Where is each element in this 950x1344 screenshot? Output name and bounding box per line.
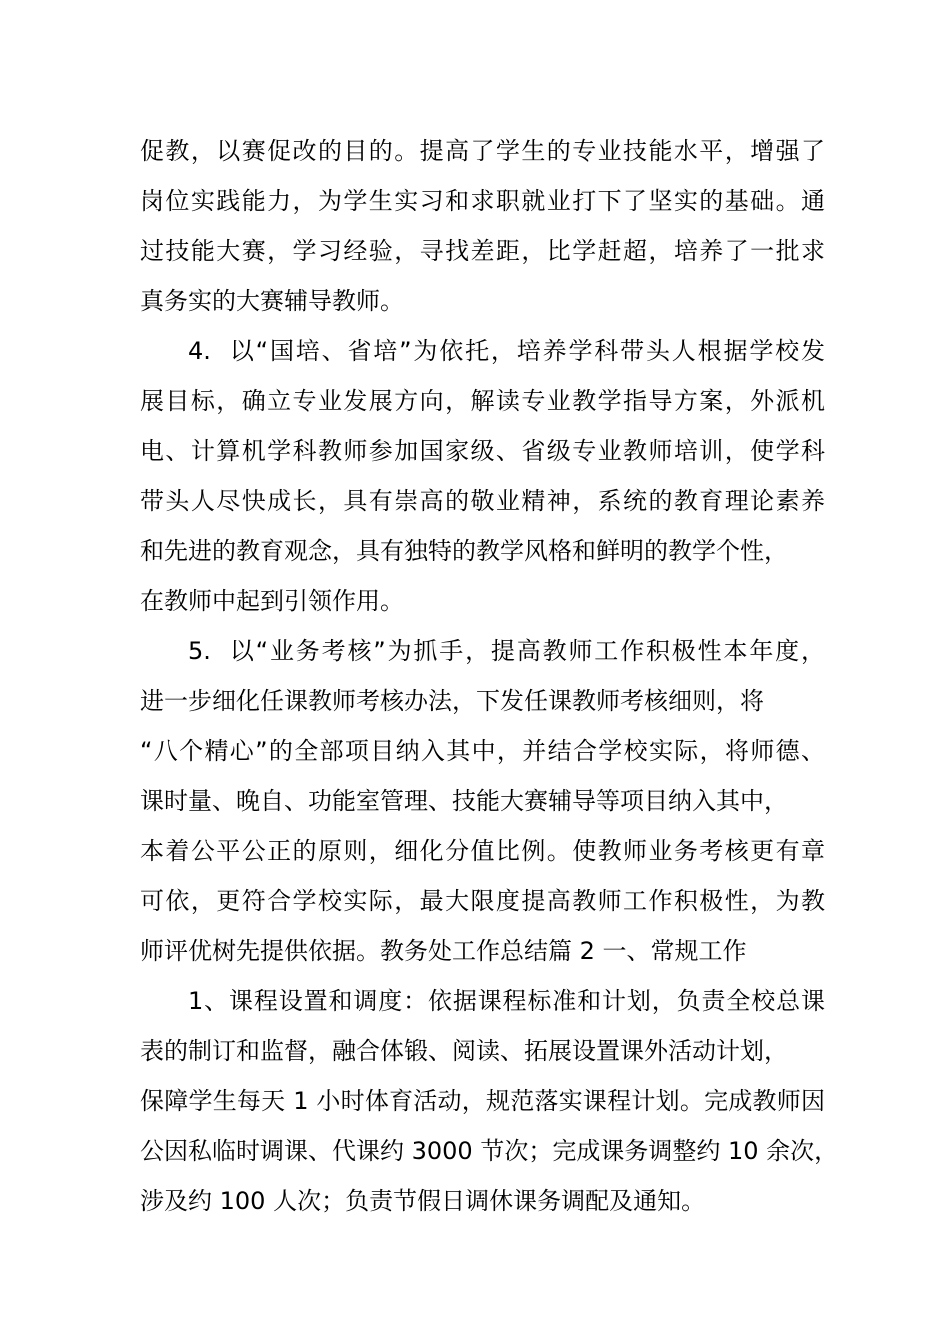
text-line: 促教，以赛促改的目的。提高了学生的专业技能水平，增强了 [140, 137, 825, 165]
paragraph-4-first-line: 4. 以“国培、省培”为依托，培养学科带头人根据学校发 [188, 337, 825, 365]
text-line: 课时量、晚自、功能室管理、技能大赛辅导等项目纳入其中， [140, 787, 788, 815]
paragraph-routine-first-line: 1、课程设置和调度：依据课程标准和计划，负责全校总课 [188, 987, 825, 1015]
text-line: 带头人尽快成长，具有崇高的敬业精神，系统的教育理论素养 [140, 487, 825, 515]
text-line: 师评优树先提供依据。教务处工作总结篇 2 一、常规工作 [140, 937, 747, 965]
text-line: 展目标，确立专业发展方向，解读专业教学指导方案，外派机 [140, 387, 825, 415]
text-line: 保障学生每天 1 小时体育活动，规范落实课程计划。完成教师因 [140, 1087, 825, 1115]
text-line: 在教师中起到引领作用。 [140, 587, 404, 615]
document-body [140, 126, 839, 1226]
text-line: 电、计算机学科教师参加国家级、省级专业教师培训，使学科 [140, 437, 825, 465]
text-line: 和先进的教育观念，具有独特的教学风格和鲜明的教学个性， [140, 537, 788, 565]
text-line: 真务实的大赛辅导教师。 [140, 287, 404, 315]
text-line: 过技能大赛，学习经验，寻找差距，比学赶超，培养了一批求 [140, 237, 825, 265]
text-line: 本着公平公正的原则，细化分值比例。使教师业务考核更有章 [140, 837, 825, 865]
text-line: 涉及约 100 人次；负责节假日调休课务调配及通知。 [140, 1187, 706, 1215]
text-line: 可依，更符合学校实际，最大限度提高教师工作积极性，为教 [140, 887, 825, 915]
text-line: 公因私临时调课、代课约 3000 节次；完成课务调整约 10 余次， [140, 1137, 839, 1165]
text-line: “八个精心”的全部项目纳入其中，并结合学校实际，将师德、 [140, 737, 825, 765]
paragraph-5-first-line: 5. 以“业务考核”为抓手，提高教师工作积极性本年度， [188, 637, 825, 665]
text-line: 表的制订和监督，融合体锻、阅读、拓展设置课外活动计划， [140, 1037, 788, 1065]
text-line: 进一步细化任课教师考核办法，下发任课教师考核细则，将 [140, 687, 764, 715]
text-line: 岗位实践能力，为学生实习和求职就业打下了坚实的基础。通 [140, 187, 825, 215]
